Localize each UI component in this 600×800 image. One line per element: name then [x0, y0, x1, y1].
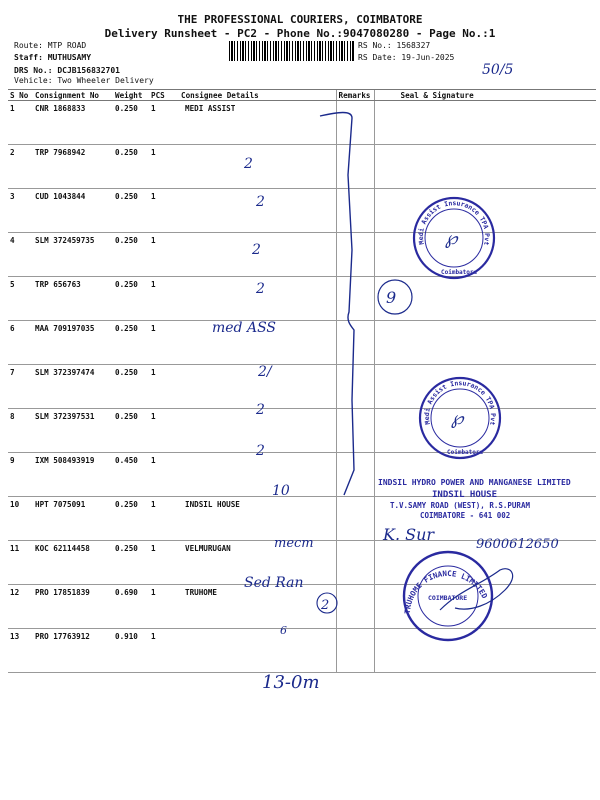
hw-row9: 2: [256, 443, 265, 459]
row-consignee: [179, 629, 336, 673]
row-pcs: 1: [149, 365, 179, 409]
hw-row6: med ASS: [212, 320, 277, 336]
runsheet-table: [8, 89, 596, 673]
col-pcs: PCS: [149, 90, 179, 101]
table-row: [8, 629, 596, 673]
table-row: [8, 189, 596, 233]
row-consignment: MAA 709197035: [33, 321, 113, 365]
row-sno: 12: [8, 585, 33, 629]
hw-row10: 10: [272, 483, 290, 499]
hw-row3: 2: [256, 194, 265, 210]
row-consignee: INDSIL HOUSE: [179, 497, 336, 541]
svg-text:Coimbatore: Coimbatore: [441, 269, 478, 276]
row-sno: 13: [8, 629, 33, 673]
staff-label: Staff: MUTHUSAMY: [14, 53, 92, 62]
col-weight: Weight: [113, 90, 149, 101]
rs-number: RS No.: 1568327: [358, 41, 431, 50]
runsheet-subtitle: Delivery Runsheet - PC2 - Phone No.:9047080280 - Page No.:1: [104, 27, 496, 40]
svg-text:COIMBATORE: COIMBATORE: [428, 594, 468, 602]
row-remarks: [336, 321, 374, 365]
row-remarks: [336, 101, 374, 145]
svg-text:COIMBATORE - 641 002: COIMBATORE - 641 002: [420, 511, 511, 520]
hw-row4: 2: [252, 242, 261, 258]
row-weight: 0.910: [113, 629, 149, 673]
row-seal: [374, 233, 596, 277]
table-row: [8, 585, 596, 629]
svg-text:Medi Assist Insurance TPA Pvt: Medi Assist Insurance TPA Pvt: [422, 379, 498, 427]
row-pcs: 1: [149, 409, 179, 453]
row-seal: [374, 541, 596, 585]
table-row: [8, 233, 596, 277]
hw-row12: Sed Ran: [244, 575, 304, 591]
barcode: [229, 41, 355, 61]
row-consignee: [179, 233, 336, 277]
row-consignee: [179, 409, 336, 453]
table-row: [8, 365, 596, 409]
svg-text:Coimbatore: Coimbatore: [447, 449, 484, 456]
row-remarks: [336, 453, 374, 497]
col-remarks: Remarks: [336, 90, 374, 101]
row-remarks: [336, 365, 374, 409]
row-pcs: 1: [149, 321, 179, 365]
row-sno: 9: [8, 453, 33, 497]
rs-date: RS Date: 19-Jun-2025: [358, 53, 455, 62]
row-remarks: [336, 145, 374, 189]
row-weight: 0.250: [113, 541, 149, 585]
row-consignment: SLM 372397474: [33, 365, 113, 409]
col-sno: S No: [8, 90, 33, 101]
row-seal: [374, 497, 596, 541]
row-sno: 5: [8, 277, 33, 321]
row-weight: 0.250: [113, 101, 149, 145]
col-seal: Seal & Signature: [374, 90, 596, 101]
table-header: [8, 90, 596, 101]
table-row: [8, 541, 596, 585]
table-row: [8, 497, 596, 541]
row-consignee: VELMURUGAN: [179, 541, 336, 585]
row-remarks: [336, 189, 374, 233]
row-weight: 0.250: [113, 189, 149, 233]
svg-text:INDSIL HYDRO POWER AND MANGANE: INDSIL HYDRO POWER AND MANGANESE LIMITED: [378, 478, 571, 487]
row-pcs: 1: [149, 101, 179, 145]
row-seal: [374, 101, 596, 145]
hw-row12-circled: 2: [321, 598, 330, 613]
row-seal: [374, 277, 596, 321]
row-pcs: 1: [149, 585, 179, 629]
row-weight: 0.250: [113, 365, 149, 409]
row-consignment: SLM 372459735: [33, 233, 113, 277]
row-seal: [374, 321, 596, 365]
col-consignment: Consignment No: [33, 90, 113, 101]
row-consignment: CUD 1043844: [33, 189, 113, 233]
row-pcs: 1: [149, 453, 179, 497]
company-title: THE PROFESSIONAL COURIERS, COIMBATORE: [177, 13, 423, 26]
row-consignment: PRO 17763912: [33, 629, 113, 673]
row-sno: 1: [8, 101, 33, 145]
svg-text:INDSIL HOUSE: INDSIL HOUSE: [432, 490, 498, 500]
hw-row11-sign: K. Sur: [383, 525, 435, 544]
svg-text:℘: ℘: [445, 228, 458, 249]
row-sno: 6: [8, 321, 33, 365]
row-remarks: [336, 497, 374, 541]
row-consignee: MEDI ASSIST: [179, 101, 336, 145]
drs-number: DRS No.: DCJB156832701: [14, 66, 120, 75]
row-seal: [374, 189, 596, 233]
row-sno: 3: [8, 189, 33, 233]
table-row: [8, 409, 596, 453]
row-remarks: [336, 541, 374, 585]
hw-row2: 2: [244, 156, 253, 172]
row-pcs: 1: [149, 189, 179, 233]
row-sno: 10: [8, 497, 33, 541]
row-sno: 8: [8, 409, 33, 453]
hw-row11-phone: 9600612650: [476, 537, 559, 552]
row-pcs: 1: [149, 541, 179, 585]
table-row: [8, 145, 596, 189]
row-consignee: [179, 321, 336, 365]
row-weight: 0.250: [113, 233, 149, 277]
hw-top-right: 50/5: [482, 62, 514, 78]
row-remarks: [336, 629, 374, 673]
row-pcs: 1: [149, 277, 179, 321]
row-seal: [374, 585, 596, 629]
row-weight: 0.450: [113, 453, 149, 497]
col-consignee: Consignee Details: [179, 90, 336, 101]
row-consignment: TRP 7968942: [33, 145, 113, 189]
row-consignment: SLM 372397531: [33, 409, 113, 453]
row-sno: 7: [8, 365, 33, 409]
row-consignee: [179, 365, 336, 409]
row-sno: 2: [8, 145, 33, 189]
row-seal: [374, 409, 596, 453]
table-row: [8, 321, 596, 365]
svg-text:T.V.SAMY ROAD (WEST), R.S.PURA: T.V.SAMY ROAD (WEST), R.S.PURAM: [390, 501, 530, 510]
row-consignment: PRO 17851839: [33, 585, 113, 629]
row-weight: 0.250: [113, 409, 149, 453]
row-weight: 0.250: [113, 321, 149, 365]
row-pcs: 1: [149, 145, 179, 189]
row-consignment: KOC 62114458: [33, 541, 113, 585]
svg-text:Medi Assist Insurance TPA Pvt: Medi Assist Insurance TPA Pvt: [416, 199, 492, 247]
hw-row8: 2: [256, 402, 265, 418]
hw-circle-count: 9: [386, 288, 397, 307]
hw-row5: 2: [256, 281, 265, 297]
row-consignment: HPT 7075091: [33, 497, 113, 541]
row-consignee: [179, 145, 336, 189]
hw-row13: 6: [280, 624, 287, 637]
table-row: [8, 277, 596, 321]
row-consignee: TRUHOME: [179, 585, 336, 629]
row-seal: [374, 453, 596, 497]
row-seal: [374, 365, 596, 409]
hw-row7: 2/: [258, 364, 272, 380]
row-remarks: [336, 409, 374, 453]
route-label: Route: MTP ROAD: [14, 41, 87, 50]
svg-text:℘: ℘: [451, 408, 464, 429]
row-consignee: [179, 453, 336, 497]
row-weight: 0.250: [113, 145, 149, 189]
table-row: [8, 101, 596, 145]
row-sno: 11: [8, 541, 33, 585]
table-row: [8, 453, 596, 497]
vehicle-label: Vehicle: Two Wheeler Delivery: [14, 76, 154, 85]
row-pcs: 1: [149, 233, 179, 277]
row-pcs: 1: [149, 497, 179, 541]
row-remarks: [336, 277, 374, 321]
row-pcs: 1: [149, 629, 179, 673]
row-weight: 0.250: [113, 277, 149, 321]
row-weight: 0.690: [113, 585, 149, 629]
row-weight: 0.250: [113, 497, 149, 541]
row-remarks: [336, 585, 374, 629]
hw-bottom: 13-0m: [262, 672, 320, 693]
row-consignment: CNR 1868833: [33, 101, 113, 145]
row-seal: [374, 629, 596, 673]
row-remarks: [336, 233, 374, 277]
row-sno: 4: [8, 233, 33, 277]
hw-row11: mecm: [274, 536, 314, 551]
row-consignee: [179, 277, 336, 321]
row-seal: [374, 145, 596, 189]
row-consignment: IXM 508493919: [33, 453, 113, 497]
row-consignee: [179, 189, 336, 233]
svg-text:TRUHOME FINANCE LIMITED: TRUHOME FINANCE LIMITED: [402, 568, 490, 615]
row-consignment: TRP 656763: [33, 277, 113, 321]
